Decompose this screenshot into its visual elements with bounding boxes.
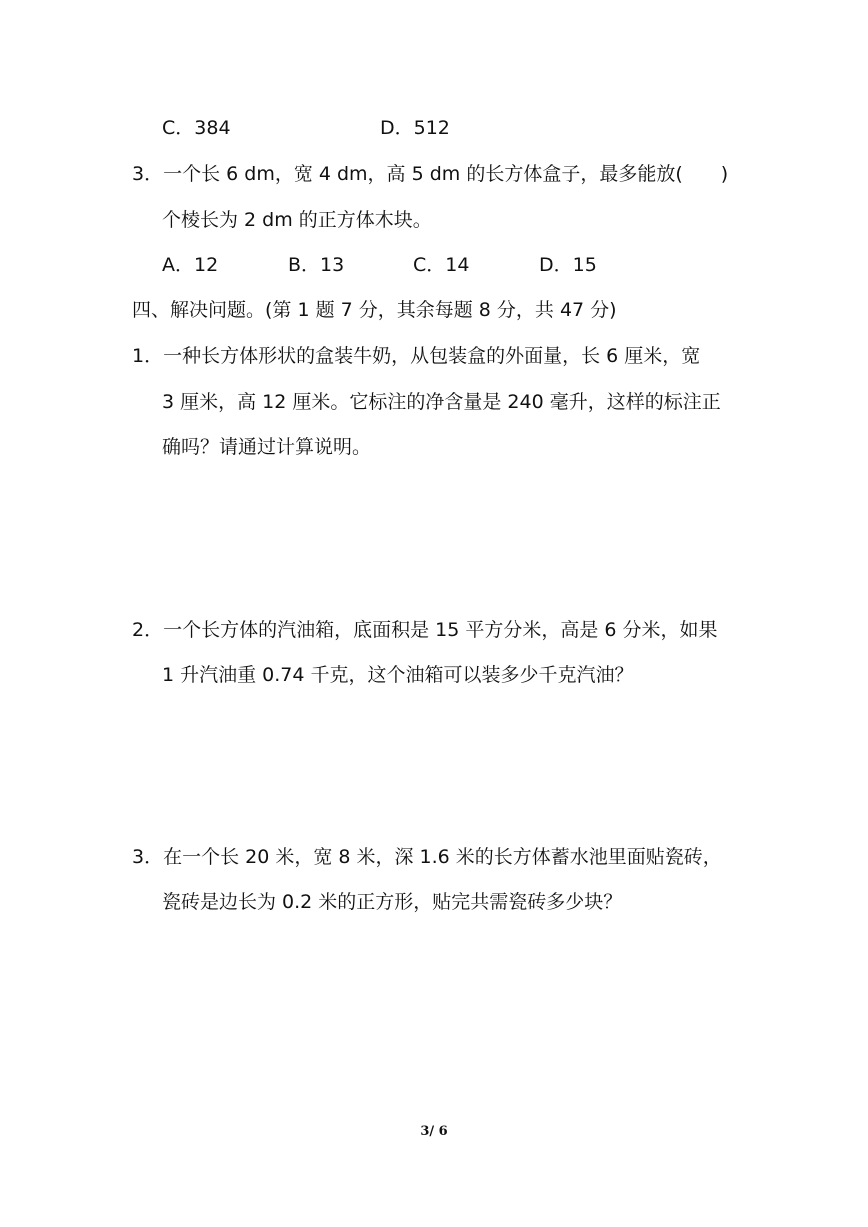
problem-3-line-2: 瓷砖是边长为 0.2 米的正方形，贴完共需瓷砖多少块？ [162, 891, 623, 913]
page-number: 3/ 6 [420, 1124, 448, 1139]
q2-option-d: D．512 [380, 117, 450, 139]
q3-option-a: A．12 [162, 254, 219, 276]
problem-3-line-1: 3．在一个长 20 米，宽 8 米，深 1.6 米的长方体蓄水池里面贴瓷砖， [132, 846, 722, 868]
q3-line-2: 个棱长为 2 dm 的正方体木块。 [162, 209, 432, 231]
q3-option-b: B．13 [288, 254, 345, 276]
problem-1-line-3: 确吗？请通过计算说明。 [162, 436, 372, 458]
problem-1-line-2: 3 厘米，高 12 厘米。它标注的净含量是 240 毫升，这样的标注正 [162, 391, 721, 413]
section-heading: 四、解决问题。(第 1 题 7 分，其余每题 8 分，共 47 分) [132, 299, 617, 321]
problem-1-line-1: 1．一种长方体形状的盒装牛奶，从包装盒的外面量，长 6 厘米，宽 [132, 345, 701, 367]
problem-2-line-2: 1 升汽油重 0.74 千克，这个油箱可以装多少千克汽油？ [162, 664, 634, 686]
problem-2-line-1: 2．一个长方体的汽油箱，底面积是 15 平方分米，高是 6 分米，如果 [132, 619, 718, 641]
q2-option-c: C．384 [162, 117, 231, 139]
q3-line-1: 3．一个长 6 dm，宽 4 dm，高 5 dm 的长方体盒子，最多能放( ) [132, 163, 729, 185]
q3-option-d: D．15 [539, 254, 597, 276]
q3-option-c: C．14 [413, 254, 470, 276]
